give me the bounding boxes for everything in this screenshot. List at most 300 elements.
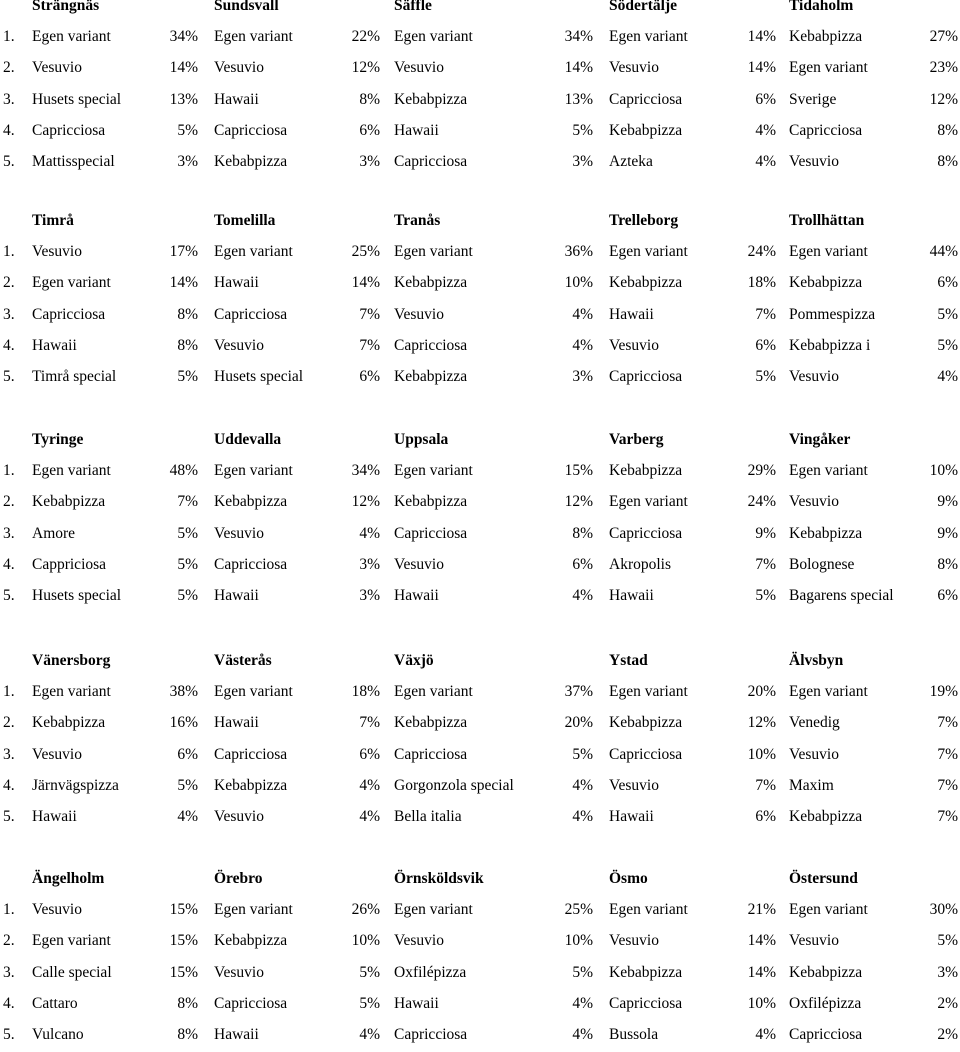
pizza-name: Hawaii <box>609 305 654 323</box>
pizza-name: Egen variant <box>609 28 688 45</box>
pizza-percentage: 4% <box>359 1026 380 1044</box>
pizza-percentage: 10% <box>564 274 593 292</box>
pizza-percentage: 18% <box>351 683 380 700</box>
rank-number: 2. <box>3 274 15 292</box>
pizza-percentage: 5% <box>177 587 198 605</box>
pizza-percentage: 27% <box>929 28 958 45</box>
pizza-name: Vesuvio <box>789 153 839 171</box>
pizza-percentage: 19% <box>929 683 958 700</box>
pizza-name: Egen variant <box>394 901 473 918</box>
pizza-percentage: 18% <box>747 274 776 292</box>
pizza-name: Egen variant <box>32 462 111 479</box>
pizza-percentage: 16% <box>169 714 198 732</box>
pizza-name: Hawaii <box>609 808 654 826</box>
pizza-percentage: 3% <box>359 153 380 171</box>
city-name: Tidaholm <box>789 0 854 14</box>
rank-row <box>0 775 960 797</box>
pizza-percentage: 21% <box>747 901 776 918</box>
pizza-name: Egen variant <box>32 683 111 700</box>
pizza-name: Bagarens special <box>789 587 894 605</box>
pizza-percentage: 4% <box>572 994 593 1012</box>
pizza-percentage: 7% <box>937 808 958 826</box>
pizza-name: Bussola <box>609 1026 659 1044</box>
city-name: Västerås <box>214 652 272 669</box>
pizza-name: Amore <box>32 524 76 542</box>
city-name: Strängnäs <box>32 0 100 14</box>
pizza-name: Kebabpizza <box>214 776 288 794</box>
rank-number: 4. <box>3 776 15 794</box>
pizza-name: Kebabpizza <box>394 274 468 292</box>
pizza-name: Gorgonzola special <box>394 776 514 794</box>
pizza-name: Vesuvio <box>789 493 839 511</box>
pizza-percentage: 34% <box>564 28 593 45</box>
city-header-row <box>0 0 960 17</box>
rank-row <box>0 681 960 703</box>
pizza-name: Egen variant <box>214 28 293 45</box>
pizza-percentage: 15% <box>564 462 593 479</box>
pizza-name: Capricciosa <box>394 336 468 354</box>
pizza-percentage: 2% <box>937 994 958 1012</box>
pizza-percentage: 8% <box>937 121 958 139</box>
pizza-percentage: 9% <box>937 493 958 511</box>
rank-row <box>0 26 960 48</box>
pizza-percentage: 4% <box>572 587 593 605</box>
pizza-percentage: 15% <box>169 901 198 918</box>
pizza-percentage: 5% <box>359 963 380 981</box>
pizza-percentage: 4% <box>755 121 776 139</box>
city-name: Ystad <box>609 652 648 669</box>
pizza-name: Vesuvio <box>609 932 659 950</box>
pizza-percentage: 14% <box>747 963 776 981</box>
pizza-percentage: 14% <box>747 932 776 950</box>
rank-row <box>0 962 960 984</box>
pizza-name: Vesuvio <box>214 963 264 981</box>
rank-number: 5. <box>3 587 15 605</box>
pizza-percentage: 14% <box>351 274 380 292</box>
rank-number: 1. <box>3 462 15 479</box>
rank-number: 3. <box>3 524 15 542</box>
pizza-percentage: 10% <box>564 932 593 950</box>
pizza-name: Egen variant <box>789 243 868 260</box>
rank-row <box>0 712 960 734</box>
city-name: Varberg <box>609 431 664 448</box>
pizza-name: Egen variant <box>214 243 293 260</box>
pizza-name: Egen variant <box>789 901 868 918</box>
pizza-name: Hawaii <box>32 336 77 354</box>
rank-row <box>0 491 960 513</box>
pizza-percentage: 48% <box>169 462 198 479</box>
pizza-percentage: 7% <box>359 336 380 354</box>
pizza-percentage: 6% <box>755 90 776 108</box>
pizza-name: Kebabpizza <box>32 714 106 732</box>
pizza-percentage: 25% <box>351 243 380 260</box>
pizza-name: Kebabpizza <box>609 462 683 479</box>
pizza-name: Cappriciosa <box>32 555 107 573</box>
city-name: Uppsala <box>394 431 449 448</box>
pizza-name: Järnvägspizza <box>32 776 119 794</box>
pizza-name: Maxim <box>789 776 834 794</box>
pizza-name: Egen variant <box>789 683 868 700</box>
pizza-name: Egen variant <box>789 462 868 479</box>
pizza-name: Hawaii <box>394 121 439 139</box>
pizza-percentage: 7% <box>359 305 380 323</box>
pizza-percentage: 8% <box>177 1026 198 1044</box>
pizza-name: Hawaii <box>214 714 259 732</box>
pizza-percentage: 25% <box>564 901 593 918</box>
pizza-name: Egen variant <box>394 243 473 260</box>
pizza-name: Kebabpizza <box>789 274 863 292</box>
city-name: Tomelilla <box>214 212 276 229</box>
rank-row <box>0 930 960 952</box>
pizza-name: Vesuvio <box>789 368 839 386</box>
pizza-name: Egen variant <box>609 493 688 511</box>
pizza-percentage: 8% <box>359 90 380 108</box>
rank-row <box>0 335 960 357</box>
rank-number: 5. <box>3 808 15 826</box>
pizza-percentage: 12% <box>929 90 958 108</box>
pizza-percentage: 12% <box>351 493 380 511</box>
pizza-name: Vesuvio <box>32 901 82 918</box>
pizza-name: Kebabpizza <box>214 153 288 171</box>
pizza-percentage: 6% <box>359 121 380 139</box>
pizza-name: Kebabpizza <box>609 274 683 292</box>
pizza-percentage: 44% <box>929 243 958 260</box>
pizza-name: Kebabpizza <box>789 28 863 45</box>
pizza-name: Egen variant <box>32 274 111 292</box>
pizza-name: Vesuvio <box>214 524 264 542</box>
pizza-percentage: 8% <box>177 305 198 323</box>
pizza-percentage: 4% <box>177 808 198 826</box>
pizza-name: Hawaii <box>214 1026 259 1044</box>
pizza-name: Vesuvio <box>32 745 82 763</box>
rank-row <box>0 1024 960 1046</box>
pizza-percentage: 6% <box>359 368 380 386</box>
pizza-percentage: 5% <box>572 121 593 139</box>
pizza-percentage: 7% <box>937 776 958 794</box>
pizza-percentage: 5% <box>755 368 776 386</box>
pizza-percentage: 14% <box>747 28 776 45</box>
pizza-percentage: 4% <box>572 305 593 323</box>
rank-number: 1. <box>3 901 15 918</box>
pizza-name: Egen variant <box>394 683 473 700</box>
pizza-name: Mattisspecial <box>32 153 115 171</box>
rank-number: 4. <box>3 994 15 1012</box>
rank-number: 3. <box>3 90 15 108</box>
city-name: Ösmo <box>609 870 648 887</box>
pizza-percentage: 34% <box>169 28 198 45</box>
city-name: Vänersborg <box>32 652 111 669</box>
rank-row <box>0 806 960 828</box>
pizza-name: Capricciosa <box>609 524 683 542</box>
rank-number: 5. <box>3 1026 15 1044</box>
rank-row <box>0 899 960 921</box>
pizza-percentage: 26% <box>351 901 380 918</box>
pizza-name: Kebabpizza <box>394 90 468 108</box>
pizza-name: Capricciosa <box>214 121 288 139</box>
pizza-name: Hawaii <box>214 274 259 292</box>
pizza-percentage: 7% <box>755 776 776 794</box>
pizza-percentage: 3% <box>177 153 198 171</box>
pizza-percentage: 10% <box>351 932 380 950</box>
pizza-name: Vesuvio <box>789 745 839 763</box>
rank-row <box>0 272 960 294</box>
pizza-percentage: 4% <box>755 1026 776 1044</box>
pizza-name: Kebabpizza <box>789 963 863 981</box>
pizza-name: Egen variant <box>214 462 293 479</box>
pizza-percentage: 5% <box>177 776 198 794</box>
pizza-percentage: 7% <box>177 493 198 511</box>
pizza-name: Kebabpizza <box>394 493 468 511</box>
pizza-name: Vesuvio <box>394 305 444 323</box>
pizza-name: Vesuvio <box>32 59 82 77</box>
pizza-percentage: 24% <box>747 493 776 511</box>
pizza-percentage: 7% <box>755 555 776 573</box>
pizza-name: Egen variant <box>32 932 111 950</box>
pizza-percentage: 17% <box>169 243 198 260</box>
pizza-name: Kebabpizza <box>789 808 863 826</box>
pizza-percentage: 12% <box>747 714 776 732</box>
pizza-percentage: 5% <box>177 555 198 573</box>
pizza-percentage: 30% <box>929 901 958 918</box>
rank-number: 2. <box>3 493 15 511</box>
pizza-percentage: 5% <box>177 368 198 386</box>
pizza-name: Kebabpizza <box>789 524 863 542</box>
pizza-percentage: 8% <box>572 524 593 542</box>
pizza-name: Capricciosa <box>609 994 683 1012</box>
pizza-name: Oxfilépizza <box>394 963 467 981</box>
pizza-percentage: 4% <box>359 776 380 794</box>
rank-number: 3. <box>3 745 15 763</box>
pizza-name: Egen variant <box>609 683 688 700</box>
rank-number: 1. <box>3 243 15 260</box>
rank-number: 3. <box>3 963 15 981</box>
city-name: Timrå <box>32 212 74 229</box>
pizza-percentage: 34% <box>351 462 380 479</box>
pizza-name: Vesuvio <box>609 776 659 794</box>
pizza-percentage: 20% <box>564 714 593 732</box>
pizza-name: Pommespizza <box>789 305 876 323</box>
pizza-name: Vesuvio <box>394 555 444 573</box>
pizza-percentage: 9% <box>755 524 776 542</box>
pizza-name: Capricciosa <box>609 368 683 386</box>
pizza-name: Akropolis <box>609 555 671 573</box>
rank-number: 4. <box>3 336 15 354</box>
pizza-percentage: 8% <box>937 153 958 171</box>
city-name: Örnsköldsvik <box>394 870 484 887</box>
city-name: Vingåker <box>789 431 851 448</box>
pizza-name: Capricciosa <box>214 555 288 573</box>
city-name: Säffle <box>394 0 432 14</box>
pizza-percentage: 9% <box>937 524 958 542</box>
pizza-percentage: 8% <box>177 994 198 1012</box>
pizza-name: Vesuvio <box>394 932 444 950</box>
pizza-percentage: 7% <box>937 745 958 763</box>
pizza-percentage: 7% <box>937 714 958 732</box>
pizza-name: Capricciosa <box>609 745 683 763</box>
pizza-name: Capricciosa <box>394 745 468 763</box>
pizza-name: Egen variant <box>609 243 688 260</box>
pizza-name: Bolognese <box>789 555 855 573</box>
pizza-name: Vesuvio <box>394 59 444 77</box>
city-header-row <box>0 210 960 232</box>
pizza-percentage: 10% <box>929 462 958 479</box>
pizza-percentage: 6% <box>177 745 198 763</box>
pizza-percentage: 8% <box>937 555 958 573</box>
pizza-name: Capricciosa <box>394 153 468 171</box>
pizza-percentage: 38% <box>169 683 198 700</box>
pizza-percentage: 23% <box>929 59 958 77</box>
pizza-name: Oxfilépizza <box>789 994 862 1012</box>
rank-row <box>0 304 960 326</box>
pizza-name: Kebabpizza <box>32 493 106 511</box>
pizza-name: Capricciosa <box>214 994 288 1012</box>
city-name: Sundsvall <box>214 0 279 14</box>
pizza-percentage: 14% <box>169 274 198 292</box>
rank-number: 4. <box>3 121 15 139</box>
rank-row <box>0 554 960 576</box>
pizza-percentage: 6% <box>359 745 380 763</box>
pizza-percentage: 20% <box>747 683 776 700</box>
pizza-name: Hawaii <box>394 994 439 1012</box>
pizza-name: Egen variant <box>214 683 293 700</box>
pizza-name: Kebabpizza <box>214 493 288 511</box>
rank-number: 5. <box>3 153 15 171</box>
pizza-name: Kebabpizza <box>394 714 468 732</box>
city-name: Trollhättan <box>789 212 865 229</box>
city-name: Östersund <box>789 870 858 887</box>
pizza-percentage: 6% <box>755 336 776 354</box>
pizza-name: Egen variant <box>609 901 688 918</box>
pizza-percentage: 5% <box>572 963 593 981</box>
rank-number: 5. <box>3 368 15 386</box>
rank-row <box>0 993 960 1015</box>
pizza-name: Capricciosa <box>394 524 468 542</box>
pizza-name: Azteka <box>609 153 653 171</box>
city-name: Trelleborg <box>609 212 679 229</box>
pizza-percentage: 4% <box>755 153 776 171</box>
pizza-name: Egen variant <box>394 462 473 479</box>
pizza-name: Vesuvio <box>32 243 82 260</box>
pizza-percentage: 7% <box>359 714 380 732</box>
pizza-percentage: 14% <box>564 59 593 77</box>
pizza-percentage: 6% <box>937 587 958 605</box>
pizza-name: Vesuvio <box>609 336 659 354</box>
pizza-percentage: 4% <box>572 336 593 354</box>
pizza-percentage: 5% <box>937 305 958 323</box>
pizza-percentage: 22% <box>351 28 380 45</box>
pizza-percentage: 7% <box>755 305 776 323</box>
pizza-percentage: 4% <box>572 1026 593 1044</box>
pizza-name: Capricciosa <box>609 90 683 108</box>
pizza-name: Kebabpizza <box>394 368 468 386</box>
pizza-name: Capricciosa <box>32 305 106 323</box>
pizza-name: Capricciosa <box>214 305 288 323</box>
pizza-name: Venedig <box>789 714 840 732</box>
pizza-name: Egen variant <box>394 28 473 45</box>
city-header-row <box>0 650 960 672</box>
pizza-percentage: 3% <box>359 587 380 605</box>
pizza-percentage: 29% <box>747 462 776 479</box>
pizza-name: Hawaii <box>609 587 654 605</box>
pizza-percentage: 5% <box>359 994 380 1012</box>
pizza-percentage: 15% <box>169 963 198 981</box>
pizza-percentage: 5% <box>937 932 958 950</box>
city-name: Tyringe <box>32 431 84 448</box>
rank-row <box>0 366 960 388</box>
rank-number: 2. <box>3 932 15 950</box>
pizza-name: Capricciosa <box>789 1026 863 1044</box>
rank-row <box>0 585 960 607</box>
pizza-name: Hawaii <box>214 90 259 108</box>
pizza-name: Hawaii <box>32 808 77 826</box>
city-header-row <box>0 868 960 890</box>
pizza-percentage: 13% <box>564 90 593 108</box>
pizza-percentage: 24% <box>747 243 776 260</box>
pizza-percentage: 10% <box>747 745 776 763</box>
city-name: Älvsbyn <box>789 652 844 669</box>
pizza-name: Hawaii <box>394 587 439 605</box>
pizza-percentage: 3% <box>572 153 593 171</box>
rank-number: 1. <box>3 683 15 700</box>
pizza-percentage: 15% <box>169 932 198 950</box>
pizza-name: Vesuvio <box>609 59 659 77</box>
pizza-percentage: 10% <box>747 994 776 1012</box>
pizza-name: Kebabpizza i <box>789 336 871 354</box>
pizza-name: Husets special <box>32 90 122 108</box>
pizza-percentage: 6% <box>937 274 958 292</box>
city-name: Växjö <box>394 652 434 669</box>
pizza-percentage: 2% <box>937 1026 958 1044</box>
city-name: Södertälje <box>609 0 678 14</box>
city-name: Tranås <box>394 212 441 229</box>
pizza-name: Egen variant <box>214 901 293 918</box>
pizza-name: Timrå special <box>32 368 117 386</box>
pizza-percentage: 3% <box>359 555 380 573</box>
pizza-percentage: 6% <box>572 555 593 573</box>
pizza-percentage: 14% <box>169 59 198 77</box>
rank-number: 3. <box>3 305 15 323</box>
pizza-name: Capricciosa <box>789 121 863 139</box>
pizza-percentage: 4% <box>572 808 593 826</box>
pizza-name: Vesuvio <box>214 59 264 77</box>
pizza-name: Bella italia <box>394 808 462 826</box>
pizza-name: Vesuvio <box>214 808 264 826</box>
pizza-name: Kebabpizza <box>609 963 683 981</box>
pizza-percentage: 4% <box>359 524 380 542</box>
pizza-name: Capricciosa <box>214 745 288 763</box>
pizza-name: Capricciosa <box>32 121 106 139</box>
pizza-name: Cattaro <box>32 994 78 1012</box>
pizza-name: Egen variant <box>32 28 111 45</box>
rank-row <box>0 744 960 766</box>
pizza-percentage: 5% <box>937 336 958 354</box>
rank-row <box>0 120 960 142</box>
pizza-percentage: 13% <box>169 90 198 108</box>
pizza-percentage: 12% <box>351 59 380 77</box>
pizza-percentage: 36% <box>564 243 593 260</box>
rank-row <box>0 151 960 173</box>
pizza-name: Kebabpizza <box>214 932 288 950</box>
rank-row <box>0 241 960 263</box>
pizza-name: Vesuvio <box>214 336 264 354</box>
rank-row <box>0 523 960 545</box>
pizza-percentage: 4% <box>572 776 593 794</box>
rank-number: 4. <box>3 555 15 573</box>
pizza-name: Husets special <box>214 368 304 386</box>
pizza-name: Calle special <box>32 963 112 981</box>
pizza-percentage: 37% <box>564 683 593 700</box>
pizza-percentage: 4% <box>937 368 958 386</box>
